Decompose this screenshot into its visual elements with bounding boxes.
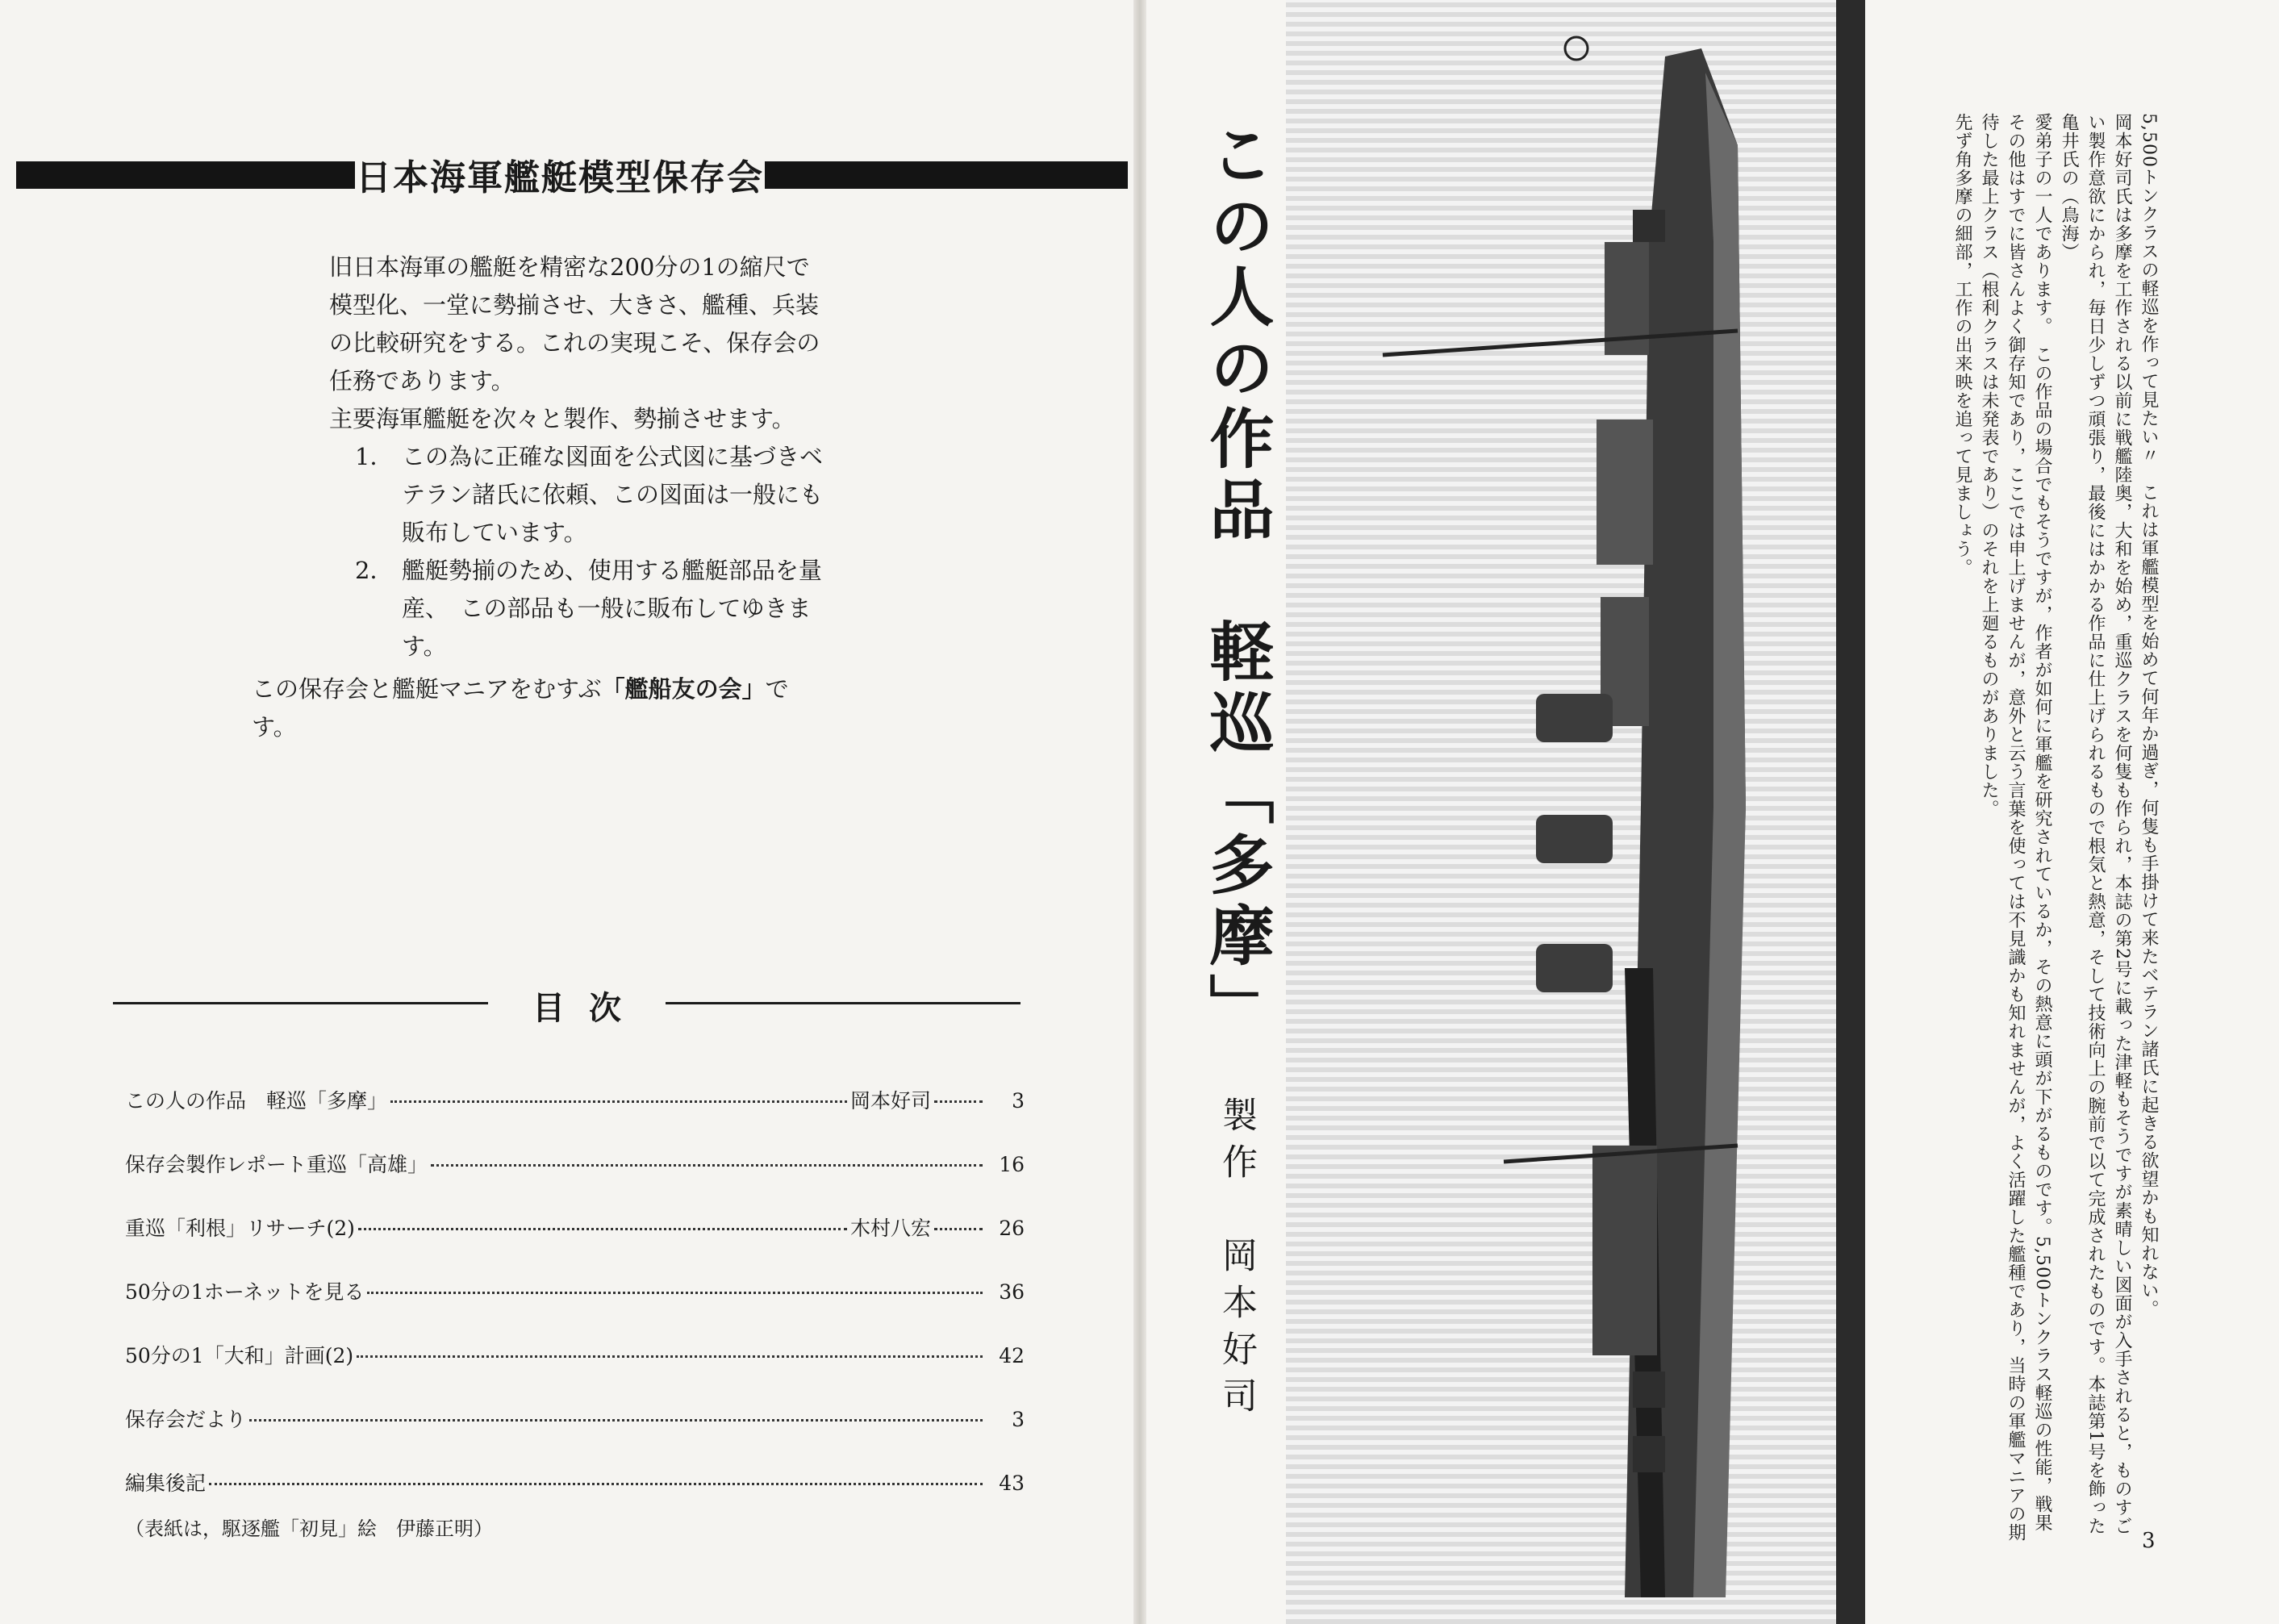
body-paragraph: 愛弟子の一人であります。 この作品の場合でもそうですが，作者が如何に軍艦を研究されているか，その熱意に頭が下がるものです。5,500トンクラス軽巡の性能，戦果その他はすでに皆さんよく御存知であり，ここでは申上げませんが，意外と云う言葉を使っては不見識かも知れませんが，よく活躍した艦種であり，当時の軍艦マニアの期待した最上クラス（根利クラスは未発表であり）のそれを上廻るものがありました。: [1979, 113, 2052, 1542]
toc-rule-left: [113, 1002, 488, 1004]
item-number: 2．: [355, 557, 394, 584]
book-gutter: [1133, 0, 1146, 1624]
toc-entry-page: 3: [1012, 1089, 1025, 1113]
toc-leader-dots: [367, 1292, 983, 1294]
item-text: 艦艇勢揃のため、使用する艦艇部品を量産、 この部品も一般に販布してゆきます。: [402, 557, 822, 660]
page-number: 3: [2142, 1529, 2156, 1553]
toc-entry-page: 26: [999, 1217, 1025, 1240]
toc-entry-author: 岡本好司: [849, 1089, 931, 1113]
toc-entry-title: 保存会だより: [125, 1408, 247, 1431]
maker-credit: 製作 岡本好司: [1216, 1096, 1257, 1425]
item-text: この為に正確な図面を公式図に基づきベテラン諸氏に依頼、この図面は一般にも販布しています。: [402, 443, 824, 546]
cover-note: （表紙は，駆逐艦「初見」絵 伊藤正明）: [125, 1518, 493, 1540]
toc-entry-title: この人の作品 軽巡「多摩」: [125, 1089, 388, 1113]
intro-item-2: [298, 552, 831, 666]
toc-leader-dots: [934, 1228, 983, 1230]
toc-leader-dots: [390, 1100, 847, 1103]
intro-text: [252, 248, 831, 746]
header-bar-right: [765, 161, 1128, 189]
toc-leader-dots: [249, 1419, 983, 1422]
toc-entry-page: 3: [1012, 1408, 1025, 1431]
toc-entry-title: 50分の1ホーネットを見る: [125, 1280, 365, 1304]
body-paragraph: 岡本好司氏は多摩を工作される以前に戦艦陸奥，大和を始め，重巡クラスを何隻も作られ，本誌の第2号に載った津軽もそうですが素晴しい図面が入手されると，ものすごい製作意欲にかられ，毎日少しずつ頑張り，最後にはかかる作品に仕上げられるもので根気と熱意，そして技術向上の腕前で以て完成されたものです。本誌第1号を飾った亀井氏の（鳥海）: [2059, 113, 2132, 1535]
body-paragraph: 5,500トンクラスの軽巡を作って見たい〃 これは軍艦模型を始めて何年か過ぎ，何隻も手掛けて来たベテラン諸氏に起きる欲望かも知れない。: [2139, 113, 2159, 1318]
article-title-text: この人の作品 軽巡「多摩」: [1199, 121, 1274, 1044]
toc-entry[interactable]: [125, 1276, 1025, 1340]
toc-leader-dots: [431, 1164, 983, 1167]
item-number: 1．: [355, 443, 394, 470]
article-title: [1162, 121, 1283, 1509]
toc-entry-page: 43: [999, 1472, 1025, 1495]
toc-entry-author: 木村八宏: [849, 1217, 931, 1240]
toc-entry-page: 16: [999, 1153, 1025, 1176]
toc-entry[interactable]: [125, 1340, 1025, 1404]
toc-entry-page: 36: [999, 1280, 1025, 1304]
toc-heading: [113, 983, 1021, 1027]
body-paragraph: 先ず角多摩の細部，工作の出来映を追って見ましょう。: [1952, 113, 1972, 577]
toc-entry-title: 保存会製作レポート重巡「高雄」: [125, 1153, 428, 1176]
toc-entry-title: 重巡「利根」リサーチ(2): [125, 1217, 355, 1240]
toc-rule-right: [666, 1002, 1021, 1004]
photo-border: [1836, 0, 1865, 1624]
cruiser-model-image: [1286, 0, 1859, 1624]
left-page: [0, 0, 1133, 1624]
toc-title: [492, 983, 662, 1027]
toc-leader-dots: [357, 1355, 983, 1358]
toc-title-char-2: 次: [589, 989, 621, 1027]
ship-model-photo: [1286, 0, 1859, 1624]
article-body: [1928, 113, 2162, 1549]
closing-text: この保存会と艦艇マニアをむすぶ: [252, 675, 602, 703]
table-of-contents: [125, 1085, 1025, 1531]
toc-leader-dots: [209, 1483, 983, 1485]
society-title: 日本海軍艦艇模型保存会: [356, 157, 764, 198]
toc-entry-title: 編集後記: [125, 1472, 207, 1495]
intro-closing: [252, 670, 831, 746]
club-name: 「艦船友の会」: [601, 675, 766, 703]
toc-leader-dots: [934, 1100, 983, 1103]
toc-leader-dots: [358, 1228, 847, 1230]
toc-entry-page: 42: [999, 1344, 1025, 1367]
closing-suffix: です。: [252, 675, 789, 741]
toc-entry[interactable]: [125, 1085, 1025, 1149]
toc-title-char-1: 目: [532, 989, 565, 1027]
header-bar-left: [16, 161, 355, 189]
intro-paragraph-1: 旧日本海軍の艦艇を精密な200分の1の縮尺で模型化、一堂に勢揃させ、大きさ、艦種、兵装の比較研究をする。これの実現こそ、保存会の任務であります。: [329, 253, 820, 395]
toc-entry[interactable]: [125, 1213, 1025, 1276]
toc-entry[interactable]: [125, 1149, 1025, 1213]
toc-entry-title: 50分の1「大和」計画(2): [125, 1344, 354, 1367]
toc-entry[interactable]: [125, 1404, 1025, 1467]
intro-paragraph-2: 主要海軍艦艇を次々と製作、勢揃させます。: [329, 405, 795, 432]
intro-item-1: [298, 438, 831, 552]
